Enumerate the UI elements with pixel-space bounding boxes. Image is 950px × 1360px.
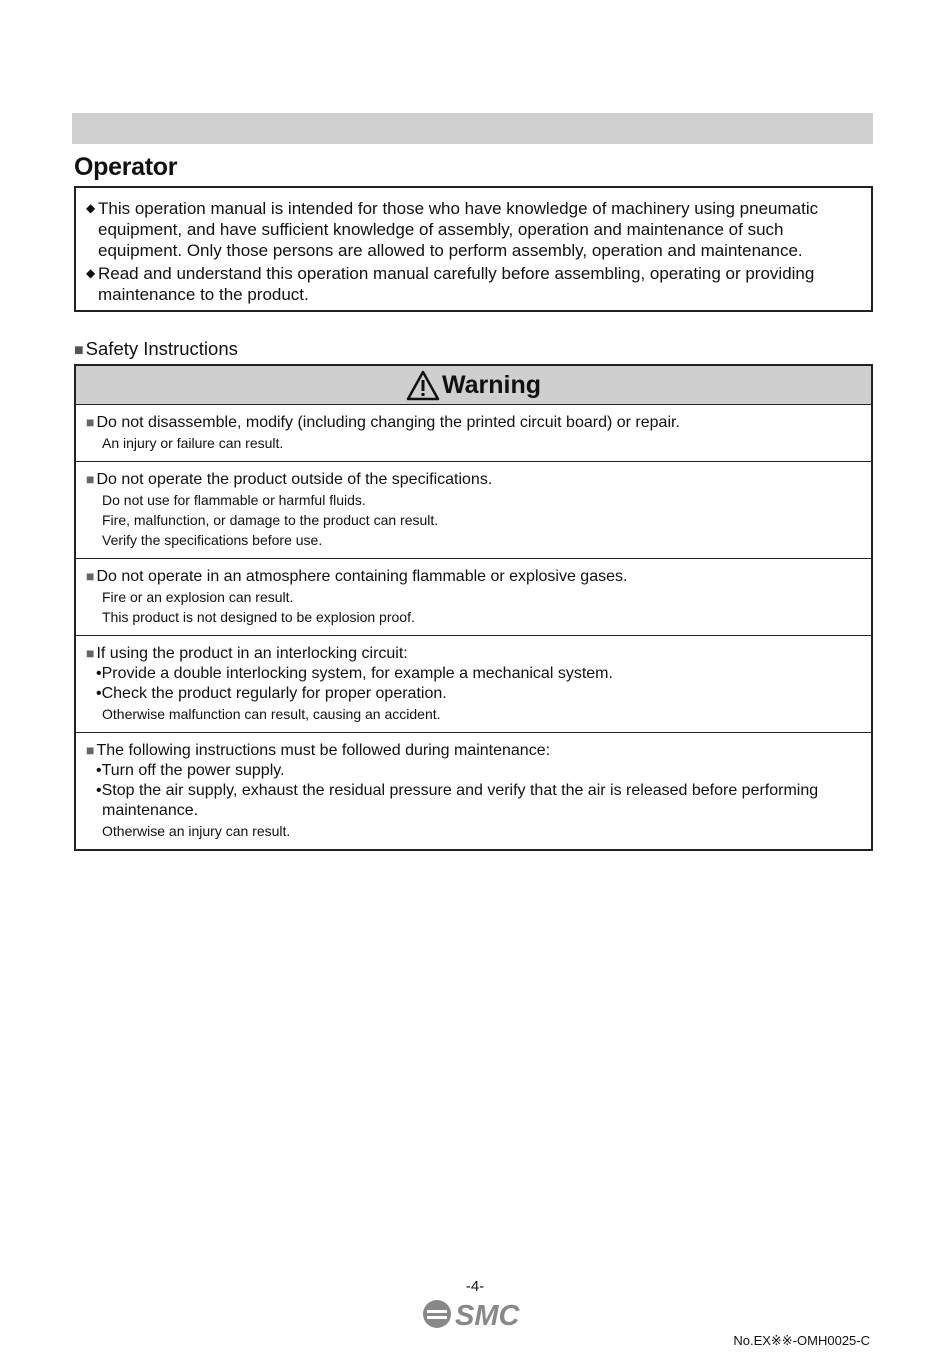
warning-header: [76, 366, 871, 405]
warning-row: [76, 405, 871, 462]
section-title: Operator: [74, 153, 178, 181]
square-bullet-icon: ■: [86, 645, 95, 661]
operator-text-line: This operation manual is intended for those who have knowledge of machinery using pneumatic: [98, 199, 819, 218]
warning-row: [76, 559, 871, 636]
document-number: No.EX※※-OMH0025-C: [733, 1333, 870, 1348]
square-bullet-icon: ■: [86, 414, 95, 430]
warning-triangle-icon: [406, 370, 440, 401]
row-bullet: •Turn off the power supply.: [96, 762, 285, 779]
row-heading: Do not operate the product outside of the specifications.: [96, 471, 493, 488]
row-bullet: •Check the product regularly for proper operation.: [96, 685, 447, 702]
row-heading: If using the product in an interlocking circuit:: [96, 645, 408, 662]
row-heading: Do not disassemble, modify (including changing the printed circuit board) or repair.: [96, 414, 680, 431]
operator-item: [86, 198, 868, 261]
warning-row: [76, 733, 871, 849]
square-bullet-icon: ■: [86, 742, 95, 758]
warning-table: [74, 364, 873, 851]
diamond-bullet-icon: ◆: [86, 266, 96, 280]
square-bullet-icon: ■: [74, 342, 84, 359]
operator-text-line: equipment, and have sufficient knowledge of assembly, operation and maintenance of such: [98, 220, 784, 239]
warning-title: Warning: [441, 370, 542, 399]
operator-text-line: maintenance to the product.: [98, 285, 309, 304]
row-note: Do not use for flammable or harmful fluids.: [102, 492, 366, 508]
safety-heading-label: Safety Instructions: [85, 338, 238, 359]
logo-text: SMC: [455, 1300, 520, 1332]
row-note: Fire or an explosion can result.: [102, 589, 294, 605]
warning-row: [76, 462, 871, 559]
row-note: An injury or failure can result.: [102, 435, 284, 451]
row-bullet: •Provide a double interlocking system, for example a mechanical system.: [96, 665, 613, 682]
row-heading: Do not operate in an atmosphere containing flammable or explosive gases.: [96, 568, 628, 585]
row-note: This product is not designed to be explosion proof.: [102, 609, 415, 625]
safety-heading: [74, 338, 238, 360]
row-note: Verify the specifications before use.: [102, 532, 323, 548]
warning-row: [76, 636, 871, 733]
operator-text-line: Read and understand this operation manual carefully before assembling, operating or providing: [98, 264, 815, 283]
square-bullet-icon: ■: [86, 568, 95, 584]
row-heading: The following instructions must be followed during maintenance:: [96, 742, 551, 759]
diamond-bullet-icon: ◆: [86, 201, 96, 215]
row-note: Otherwise an injury can result.: [102, 823, 291, 839]
page-number: -4-: [465, 1278, 485, 1295]
operator-text-line: equipment. Only those persons are allowed to perform assembly, operation and maintenance.: [98, 241, 803, 260]
square-bullet-icon: ■: [86, 471, 95, 487]
row-note: Fire, malfunction, or damage to the product can result.: [102, 512, 439, 528]
operator-item: [86, 263, 868, 305]
row-note: Otherwise malfunction can result, causing an accident.: [102, 706, 441, 722]
operator-box: [74, 186, 873, 312]
smc-logo: [419, 1296, 529, 1332]
row-bullet: •Stop the air supply, exhaust the residual pressure and verify that the air is released before performing maintenance.: [96, 782, 819, 819]
header-bar: [72, 113, 873, 144]
